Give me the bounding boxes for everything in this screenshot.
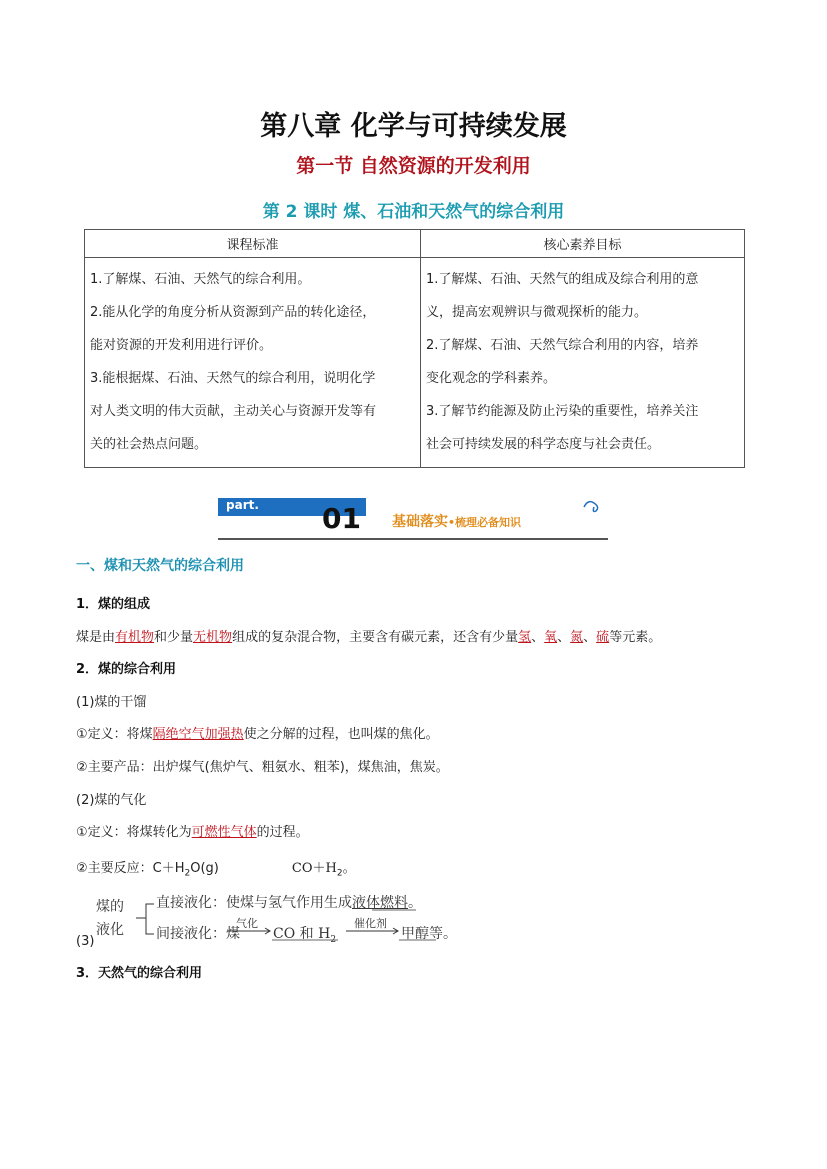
banner-title bbox=[392, 511, 521, 531]
liquefaction-diagram bbox=[76, 888, 496, 948]
reaction-reactants-end: O(g) bbox=[190, 861, 219, 876]
blank-isolate-air: 隔绝空气加强热 bbox=[152, 727, 244, 742]
indirect-liquefaction: 间接液化：煤 bbox=[156, 926, 240, 942]
table-header-standards: 课程标准 bbox=[85, 230, 421, 258]
text: 煤是由 bbox=[76, 630, 116, 645]
text: 直接液化：使煤与氢气作用生成 bbox=[156, 895, 352, 911]
banner-part-label: part. bbox=[226, 498, 259, 512]
goals-line: 社会可持续发展的科学态度与社会责任。 bbox=[426, 437, 661, 452]
banner-number: 01 bbox=[322, 502, 361, 535]
dry-distillation-heading: (1)煤的干馏 bbox=[76, 695, 147, 710]
banner-underline bbox=[218, 538, 608, 540]
text: 。 bbox=[408, 895, 422, 911]
heading-coal-gas: 一、煤和天然气的综合利用 bbox=[76, 558, 244, 574]
step1-label: 气化 bbox=[236, 917, 258, 930]
banner-title-text: 基础落实 bbox=[392, 514, 448, 530]
separator: 、 bbox=[583, 630, 597, 645]
chapter-title: 第八章 化学与可持续发展 bbox=[260, 111, 567, 142]
dry-distillation-definition bbox=[76, 723, 439, 742]
separator: 、 bbox=[531, 630, 545, 645]
coal-composition-text bbox=[76, 626, 661, 645]
step2-product bbox=[401, 923, 457, 943]
step1-product bbox=[273, 923, 336, 945]
standards-line: 关的社会热点问题。 bbox=[90, 437, 208, 452]
dry-distillation-products: ②主要产品：出炉煤气(焦炉气、粗氨水、粗苯)，煤焦油，焦炭。 bbox=[76, 760, 449, 775]
standards-line: 3.能根据煤、石油、天然气的综合利用，说明化学 bbox=[90, 371, 376, 386]
standards-line: 2.能从化学的角度分析从资源到产品的转化途径， bbox=[90, 305, 376, 320]
goals-line: 变化观念的学科素养。 bbox=[426, 371, 557, 386]
table-header-row bbox=[85, 230, 745, 258]
subscript: 2 bbox=[330, 934, 337, 945]
part-banner bbox=[218, 494, 610, 544]
standards-table bbox=[84, 229, 745, 468]
blank-nitrogen: 氮 bbox=[570, 630, 584, 645]
blank-hydrogen: 氢 bbox=[518, 630, 532, 645]
standards-line: 能对资源的开发利用进行评价。 bbox=[90, 338, 273, 353]
text: 使之分解的过程，也叫煤的焦化。 bbox=[243, 727, 439, 742]
table-row bbox=[85, 258, 745, 468]
text: 等。 bbox=[429, 926, 457, 942]
gasification-heading: (2)煤的气化 bbox=[76, 793, 147, 808]
liquefaction-name-line2: 液化 bbox=[96, 922, 124, 938]
heading-coal-composition: 1．煤的组成 bbox=[76, 597, 151, 612]
direct-liquefaction bbox=[156, 892, 422, 912]
standards-cell bbox=[85, 258, 421, 468]
text: 和少量 bbox=[154, 630, 194, 645]
goals-line: 义，提高宏观辨识与微观探析的能力。 bbox=[426, 305, 648, 320]
text: 组成的复杂混合物，主要含有碳元素，还含有少量 bbox=[232, 630, 519, 645]
separator: 、 bbox=[557, 630, 571, 645]
liquefaction-label: (3) bbox=[76, 934, 95, 949]
text: 。 bbox=[342, 861, 356, 876]
blank-organic: 有机物 bbox=[115, 630, 155, 645]
liquid-fuel: 液体燃料 bbox=[352, 895, 408, 911]
banner-subtitle: •梳理必备知识 bbox=[448, 516, 522, 529]
blank-oxygen: 氧 bbox=[544, 630, 558, 645]
subscript: 2 bbox=[184, 868, 191, 879]
text: ①定义：将煤转化为 bbox=[76, 825, 192, 840]
text: CO 和 H bbox=[273, 926, 331, 942]
blank-combustible-gas: 可燃性气体 bbox=[191, 825, 257, 840]
gasification-definition bbox=[76, 821, 309, 840]
text: 等元素。 bbox=[609, 630, 662, 645]
subscript: 2 bbox=[336, 868, 343, 879]
reaction-reactants: ②主要反应：C＋H bbox=[76, 861, 185, 876]
standards-line: 1.了解煤、石油、天然气的综合利用。 bbox=[90, 272, 311, 287]
text: 的过程。 bbox=[256, 825, 309, 840]
goals-line: 1.了解煤、石油、天然气的组成及综合利用的意 bbox=[426, 272, 699, 287]
table-header-goals: 核心素养目标 bbox=[421, 230, 745, 258]
standards-line: 对人类文明的伟大贡献，主动关心与资源开发等有 bbox=[90, 404, 377, 419]
liquefaction-name-line1: 煤的 bbox=[96, 899, 124, 915]
blank-sulfur: 硫 bbox=[596, 630, 610, 645]
swirl-decoration-icon bbox=[582, 497, 604, 515]
goals-cell bbox=[421, 258, 745, 468]
text: 甲醇 bbox=[401, 926, 429, 942]
section-title: 第一节 自然资源的开发利用 bbox=[296, 155, 531, 177]
reaction-products: CO＋H bbox=[291, 861, 337, 876]
step2-label: 催化剂 bbox=[354, 917, 387, 930]
goals-line: 3.了解节约能源及防止污染的重要性，培养关注 bbox=[426, 404, 699, 419]
heading-coal-use: 2．煤的综合利用 bbox=[76, 662, 177, 677]
text: ①定义：将煤 bbox=[76, 727, 153, 742]
goals-line: 2.了解煤、石油、天然气综合利用的内容，培养 bbox=[426, 338, 699, 353]
blank-inorganic: 无机物 bbox=[193, 630, 233, 645]
gasification-reaction bbox=[76, 857, 356, 879]
heading-natural-gas: 3．天然气的综合利用 bbox=[76, 966, 203, 981]
lesson-title: 第 2 课时 煤、石油和天然气的综合利用 bbox=[262, 202, 565, 222]
